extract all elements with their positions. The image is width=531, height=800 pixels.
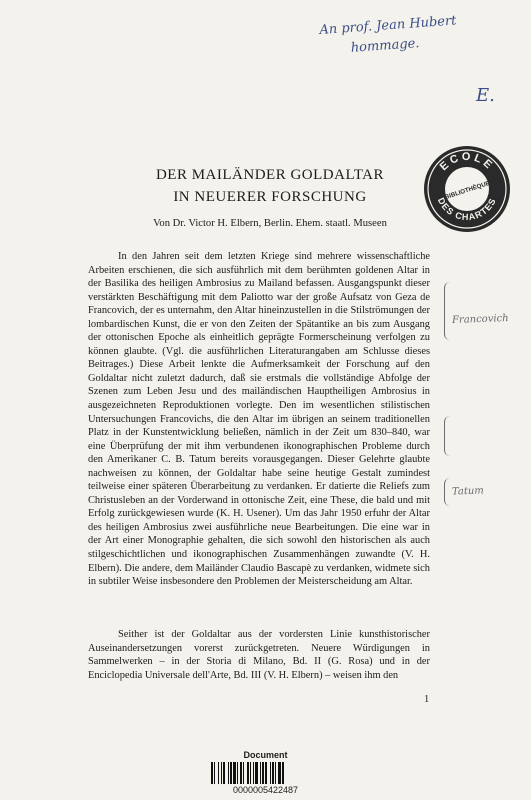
stamp-top-text: ECOLE (437, 150, 497, 174)
barcode-bar (253, 762, 254, 784)
barcode-bar (272, 762, 274, 784)
margin-bracket (444, 282, 451, 340)
barcode-bar (275, 762, 276, 784)
barcode-bar (230, 762, 232, 784)
dedication-line-2: hommage. (350, 36, 420, 56)
barcode-bar (237, 762, 238, 784)
barcode-bar (240, 762, 242, 784)
paragraph-2-text: Seither ist der Goldaltar aus der vordersten Linie kunsthistorischer Auseinandersetzungen vorerst zurückgetreten. Neuere Würdigungen in Sammelwerken – in der Storia di Milano, Bd. II (G. Rosa) und in der Enciclopedia Universale dell'Arte, Bd. III (V. H. Elbern) – weisen ihm den (88, 629, 430, 681)
margin-note-francovich: Francovich (451, 313, 509, 326)
barcode-bar (270, 762, 271, 784)
barcode-bar (243, 762, 244, 784)
barcode-bar (247, 762, 249, 784)
barcode-number: 0000005422487 (232, 785, 299, 795)
author-byline: Von Dr. Victor H. Elbern, Berlin. Ehem. staatl. Museen (153, 218, 387, 229)
body-paragraph-2 (88, 628, 430, 682)
article-title (100, 164, 440, 208)
handwritten-initial: E. (476, 85, 495, 106)
barcode-bar (223, 762, 225, 784)
barcode-bar (218, 762, 219, 784)
margin-note-tatum: Tatum (451, 485, 484, 498)
page-number: 1 (424, 694, 430, 705)
barcode-bar (260, 762, 261, 784)
barcode-bar (262, 762, 264, 784)
barcode-bar (278, 762, 281, 784)
barcode-bar (211, 762, 213, 784)
body-paragraph-1 (88, 250, 430, 589)
document-label: Document (243, 750, 288, 760)
margin-bracket (444, 416, 451, 456)
stamp-center-text: BIBLIOTHÈQUE (444, 179, 491, 201)
paragraph-1-text: In den Jahren seit dem letzten Kriege sind mehrere wissenschaftliche Arbeiten erschienen, die sich ausführlich mit dem berühmten goldenen Altar in der Basilika des heiligen Ambrosius zu Mailand befassen. Ausgangspunkt dieser verstärkten Beschäftigung mit dem Paliotto war der große Aufsatz von Geza de Francovich, der es unternahm, den Altar hineinzustellen in die Stilströmungen der lombardischen Kunst, die er von den Zeiten der Spätantike an bis zum Ausgang der ottonischen Epoche als einheitlich geprägte Formerscheinung verfolgen zu können glaubte. (Vgl. die ausführlichen Literaturangaben am Schlusse dieses Beitrages.) Diese Arbeit lenkte die Aufmerksamkeit der Forschung auf den Goldaltar nicht zuletzt dadurch, daß sie erstmals die vollständige Abfolge der Szenen zum Leben Jesu und des mailändischen Hauptheiligen Ambrosius in ausgezeichneten Reproduktionen vorlegte. Den im wesentlichen stilistischen Untersuchungen Francovichs, die den Altar im übrigen an seinem traditionellen Platz in der Kunstentwicklung beließen, nämlich in der Zeit um 830–840, war eine Überprüfung der mit ihm verbundenen ikonographischen Probleme durch den Amerikaner C. B. Tatum bereits vorausgegangen. Dieser Gelehrte glaubte nachweisen zu können, der Goldaltar habe seine heutige Gestalt zumindest teilweise einer späteren Überarbeitung zu verdanken. Er datierte die Reliefs zum Christusleben an der Vorderwand in ottonische Zeit, eine These, die bald und mit Erfolg zurückgewiesen wurde (K. H. Usener). Um das Jahr 1950 erfuhr der Altar des heiligen Ambrosius zwei ausführliche neue Bearbeitungen. Die eine war in der Art einer Monographie gehalten, die sich sowohl den historischen als auch stilgeschichtlichen und ikonographischen Zusammenhängen zuwandte (V. H. Elbern). Die andere, dem Mailänder Claudio Bascapè zu verdanken, widmete sich in subtiler Weise insbesondere den Problemen der Meisterscheidung am Altar. (88, 251, 430, 588)
margin-bracket (444, 478, 451, 506)
barcode (211, 762, 331, 784)
barcode-bar (282, 762, 284, 784)
title-line-1: DER MAILÄNDER GOLDALTAR (155, 167, 385, 183)
barcode-bar (228, 762, 229, 784)
handwritten-dedication (319, 7, 521, 61)
barcode-bar (233, 762, 236, 784)
stamp-bottom-text: DES CHARTES (435, 196, 499, 223)
barcode-bar (221, 762, 222, 784)
barcode-bar (250, 762, 251, 784)
dedication-line-1: An prof. Jean Hubert (318, 13, 457, 38)
barcode-bar (214, 762, 215, 784)
title-line-2: IN NEUERER FORSCHUNG (173, 189, 367, 205)
barcode-bar (265, 762, 267, 784)
barcode-bar (255, 762, 258, 784)
